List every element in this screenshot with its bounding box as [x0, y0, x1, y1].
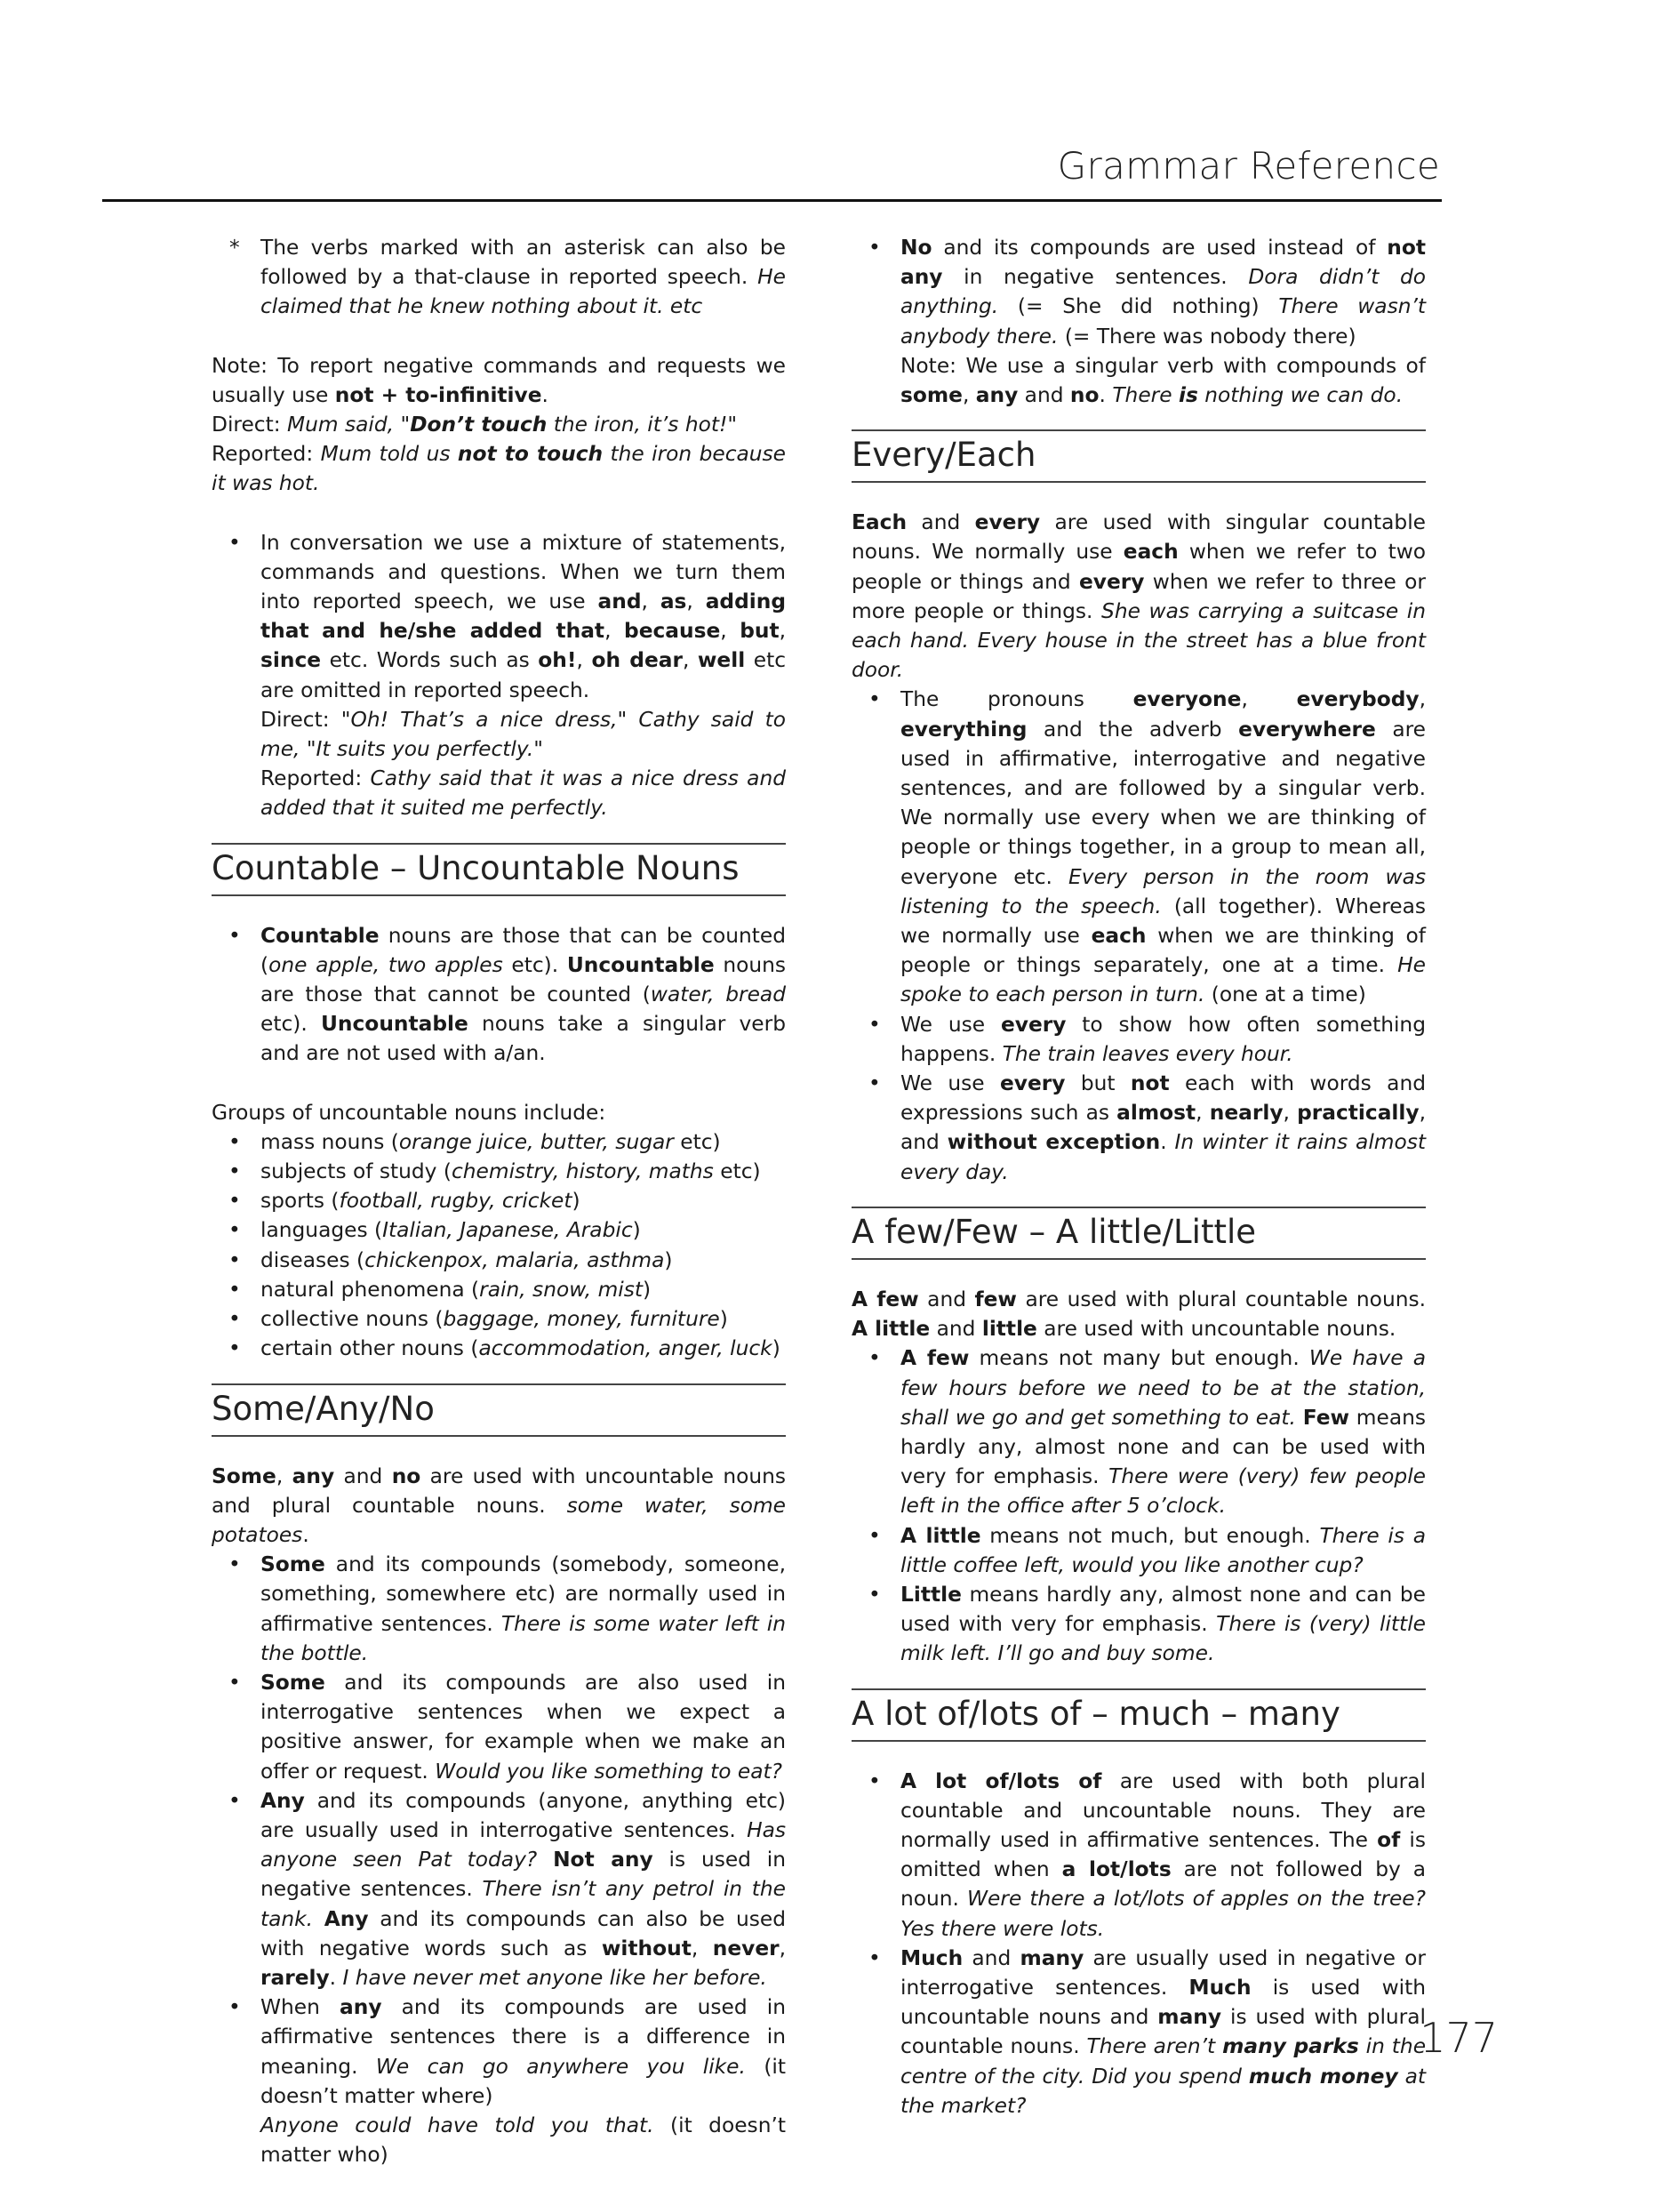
- conversation-list: [212, 528, 786, 823]
- list-item: • Some and its compounds are also used in interrogative sentences when we expect a positive answer, for example when we make an offer or request. Would you like something to eat?: [228, 1670, 787, 1784]
- section-title-countable: Countable – Uncountable Nouns: [212, 843, 786, 896]
- list-item: • When any and its compounds are used in affirmative sentences there is a difference in meaning. We can go anywhere you like. (it doesn’t matter where) Anyone could have told you that. (it doesn’t matter who): [228, 1995, 787, 2168]
- list-item: • Some and its compounds (somebody, someone, something, somewhere etc) are normally used in affirmative sentences. There is some water left in the bottle.: [228, 1552, 787, 1665]
- reported-example-1: Reported: Mum told us not to touch the iron because it was hot.: [212, 442, 787, 496]
- uncountable-groups-list: [212, 1127, 786, 1364]
- every-each-list: [852, 685, 1426, 1186]
- list-item: • Little means hardly any, almost none and can be used with very for emphasis. There is (very) little milk left. I’ll go and buy some.: [868, 1582, 1427, 1666]
- section-title-a-lot-of: A lot of/lots of – much – many: [852, 1688, 1426, 1742]
- right-column: [852, 233, 1426, 2121]
- list-item: • No and its compounds are used instead of not any in negative sentences. Dora didn’t do anything. (= She did nothing) There wasn’t anybody there. (= There was nobody there) Note: We use a singular verb with compounds of some, any and no. There is nothing we can do.: [868, 236, 1427, 408]
- list-item: • Countable nouns are those that can be counted (one apple, two apples etc). Uncountable nouns are those that cannot be counted (water, bread etc). Uncountable nouns take a singular verb and are not used with a/an.: [228, 923, 787, 1066]
- some-any-no-intro: Some, any and no are used with uncountable nouns and plural countable nouns. some water, some potatoes.: [212, 1463, 787, 1547]
- list-item: • Any and its compounds (anyone, anything etc) are usually used in interrogative sentences. Has anyone seen Pat today? Not any is used in negative sentences. There isn’t any petrol in the tank. Any and its compounds can also be used with negative words such as without, never, rarely. I have never met anyone like her before.: [228, 1788, 787, 1990]
- section-title-few-little: A few/Few – A little/Little: [852, 1207, 1426, 1260]
- list-item: • certain other nouns (accommodation, anger, luck): [228, 1336, 780, 1361]
- list-item: • We use every but not each with words and expressions such as almost, nearly, practically, and without exception. In winter it rains almost every day.: [868, 1071, 1427, 1184]
- asterisk-mark: *: [229, 236, 240, 260]
- groups-intro: Groups of uncountable nouns include:: [212, 1100, 606, 1125]
- negative-commands-note: Note: To report negative commands and requests we usually use not + to-infinitive.: [212, 353, 786, 407]
- list-item: • languages (Italian, Japanese, Arabic): [228, 1218, 641, 1243]
- list-item: • subjects of study (chemistry, history, maths etc): [228, 1159, 761, 1184]
- asterisk-note: * The verbs marked with an asterisk can also be followed by a that-clause in reported speech. He claimed that he knew nothing about it. etc: [212, 233, 786, 322]
- list-item: • A few means not many but enough. We have a few hours before we need to be at the station, shall we go and get something to eat. Few means hardly any, almost none and can be used with very for emphasis. There were (very) few people left in the office after 5 o’clock.: [868, 1346, 1427, 1519]
- section-title-every-each: Every/Each: [852, 429, 1426, 483]
- list-item: • A lot of/lots of are used with both plural countable and uncountable nouns. They are normally used in affirmative sentences. The of is omitted when a lot/lots are not followed by a noun. Were there a lot/lots of apples on the tree? Yes there were lots.: [868, 1768, 1427, 1941]
- every-each-intro: Each and every are used with singular countable nouns. We normally use each when we refer to two people or things and every when we refer to three or more people or things. She was carrying a suitcase in each hand. Every house in the street has a blue front door.: [852, 510, 1427, 683]
- few-little-intro: A few and few are used with plural countable nouns. A little and little are used with uncountable nouns.: [852, 1287, 1427, 1342]
- direct-example-1: Direct: Mum said, "Don’t touch the iron, it’s hot!": [212, 413, 738, 437]
- list-item: • diseases (chickenpox, malaria, asthma): [228, 1247, 673, 1272]
- list-item: • natural phenomena (rain, snow, mist): [228, 1277, 652, 1302]
- list-item: • mass nouns (orange juice, butter, sugar etc): [228, 1129, 721, 1154]
- list-item: • We use every to show how often something happens. The train leaves every hour.: [868, 1012, 1426, 1066]
- some-any-no-list: [212, 1550, 786, 2169]
- header-rule: [102, 199, 1442, 202]
- no-compounds-list: [852, 233, 1426, 410]
- section-title-some-any-no: Some/Any/No: [212, 1383, 786, 1437]
- left-column: [212, 233, 786, 2169]
- few-little-list: [852, 1343, 1426, 1668]
- list-item: • The pronouns everyone, everybody, everything and the adverb everywhere are used in affirmative, interrogative and negative sentences, and are followed by a singular verb. We normally use every when we are thinking of people or things together, in a group to mean all, everyone etc. Every person in the room was listening to the speech. (all together). Whereas we normally use each when we are thinking of people or things separately, one at a time. He spoke to each person in turn. (one at a time): [868, 687, 1427, 1007]
- page-number: 177: [1420, 2014, 1498, 2062]
- list-item: • collective nouns (baggage, money, furniture): [228, 1307, 728, 1332]
- list-item: • A little means not much, but enough. There is a little coffee left, would you like another cup?: [868, 1523, 1427, 1577]
- list-item: • In conversation we use a mixture of statements, commands and questions. When we turn them into reported speech, we use and, as, adding that and he/she added that, because, but, since etc. Words such as oh!, oh dear, well etc are omitted in reported speech. Direct: "Oh! That’s a nice dress," Cathy said to me, "It suits you perfectly." Reported: Cathy said that it was a nice dress and added that it suited me perfectly.: [228, 530, 787, 821]
- countable-list: [212, 921, 786, 1069]
- page-header-title: Grammar Reference: [1057, 144, 1440, 188]
- list-item: • Much and many are usually used in negative or interrogative sentences. Much is used with uncountable nouns and many is used with plural countable nouns. There aren’t many parks in the centre of the city. Did you spend much money at the market?: [868, 1945, 1427, 2118]
- list-item: • sports (football, rugby, cricket): [228, 1189, 580, 1214]
- a-lot-of-list: [852, 1767, 1426, 2121]
